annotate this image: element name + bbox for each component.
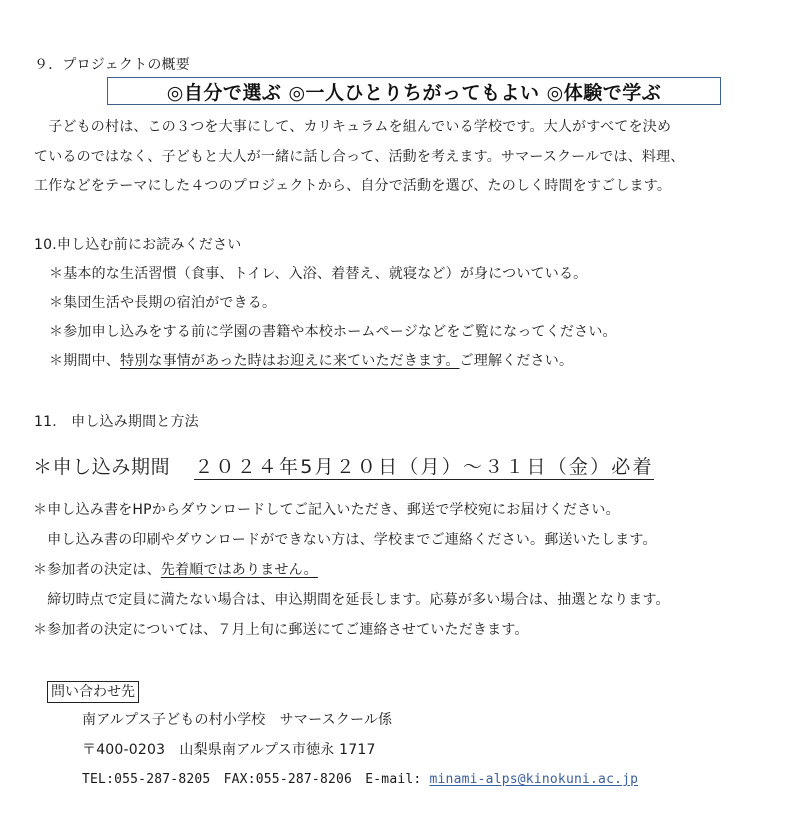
prerequisite-item: ＊基本的な生活習慣（食事、トイレ、入浴、着替え、就寝など）が身についている。 <box>49 266 588 282</box>
section-10-heading: 10.申し込む前にお読みください <box>34 237 242 253</box>
application-period <box>33 455 654 479</box>
contact-phone-line <box>82 771 638 789</box>
notification-line: ＊参加者の決定については、７月上旬に郵送にてご連絡させていただきます。 <box>33 622 529 638</box>
application-method-line: ＊申し込み書をHPからダウンロードしてご記入いただき、郵送で学校宛にお届けください。 <box>33 502 620 518</box>
contact-email-link[interactable]: minami-alps@kinokuni.ac.jp <box>429 772 639 787</box>
decision-prefix: ＊参加者の決定は、 <box>33 562 161 578</box>
not-first-come-notice: 先着順ではありません。 <box>160 562 318 578</box>
overview-paragraph-line: ているのではなく、子どもと大人が一緒に話し合って、活動を考えます。サマースクールでは、料理、 <box>34 149 685 165</box>
period-value: ２０２４年5月２０日（月）～３１日（金）必着 <box>194 456 654 478</box>
period-label: ＊申し込み期間 <box>33 456 171 478</box>
pickup-notice: 特別な事情があった時はお迎えに来ていただきます。 <box>120 353 460 369</box>
contact-label-box <box>47 681 139 703</box>
contact-phone-fax: TEL:055-287-8205 FAX:055-287-8206 E-mail: <box>82 772 422 787</box>
application-method-line: 申し込み書の印刷やダウンロードができない方は、学校までご連絡ください。郵送いたします。 <box>33 532 657 548</box>
deadline-note: 締切時点で定員に満たない場合は、申込期間を延長します。応募が多い場合は、抽選となります。 <box>33 592 670 608</box>
item-prefix: ＊期間中、 <box>49 353 120 369</box>
contact-label: 問い合わせ先 <box>51 684 135 700</box>
prerequisite-item <box>49 352 573 370</box>
prerequisite-item: ＊参加申し込みをする前に学園の書籍や本校ホームページなどをご覧になってください。 <box>49 324 617 340</box>
item-suffix: ご理解ください。 <box>459 353 574 369</box>
prerequisite-item: ＊集団生活や長期の宿泊ができる。 <box>49 295 277 311</box>
motto-box <box>107 77 721 105</box>
contact-address: 〒400-0203 山梨県南アルプス市徳永 1717 <box>82 742 376 758</box>
contact-organization: 南アルプス子どもの村小学校 サマースクール係 <box>82 712 393 728</box>
section-11-heading: 11. 申し込み期間と方法 <box>34 414 199 430</box>
overview-paragraph-line: 子どもの村は、この３つを大事にして、カリキュラムを組んでいる学校です。大人がすべてを決め <box>34 119 672 135</box>
overview-paragraph-line: 工作などをテーマにした４つのプロジェクトから、自分で活動を選び、たのしく時間をすごします。 <box>34 178 672 194</box>
decision-line <box>33 561 318 579</box>
motto-text: ◎自分で選ぶ ◎一人ひとりちがってもよい ◎体験で学ぶ <box>166 81 662 104</box>
section-9-heading: ９．プロジェクトの概要 <box>34 57 190 73</box>
